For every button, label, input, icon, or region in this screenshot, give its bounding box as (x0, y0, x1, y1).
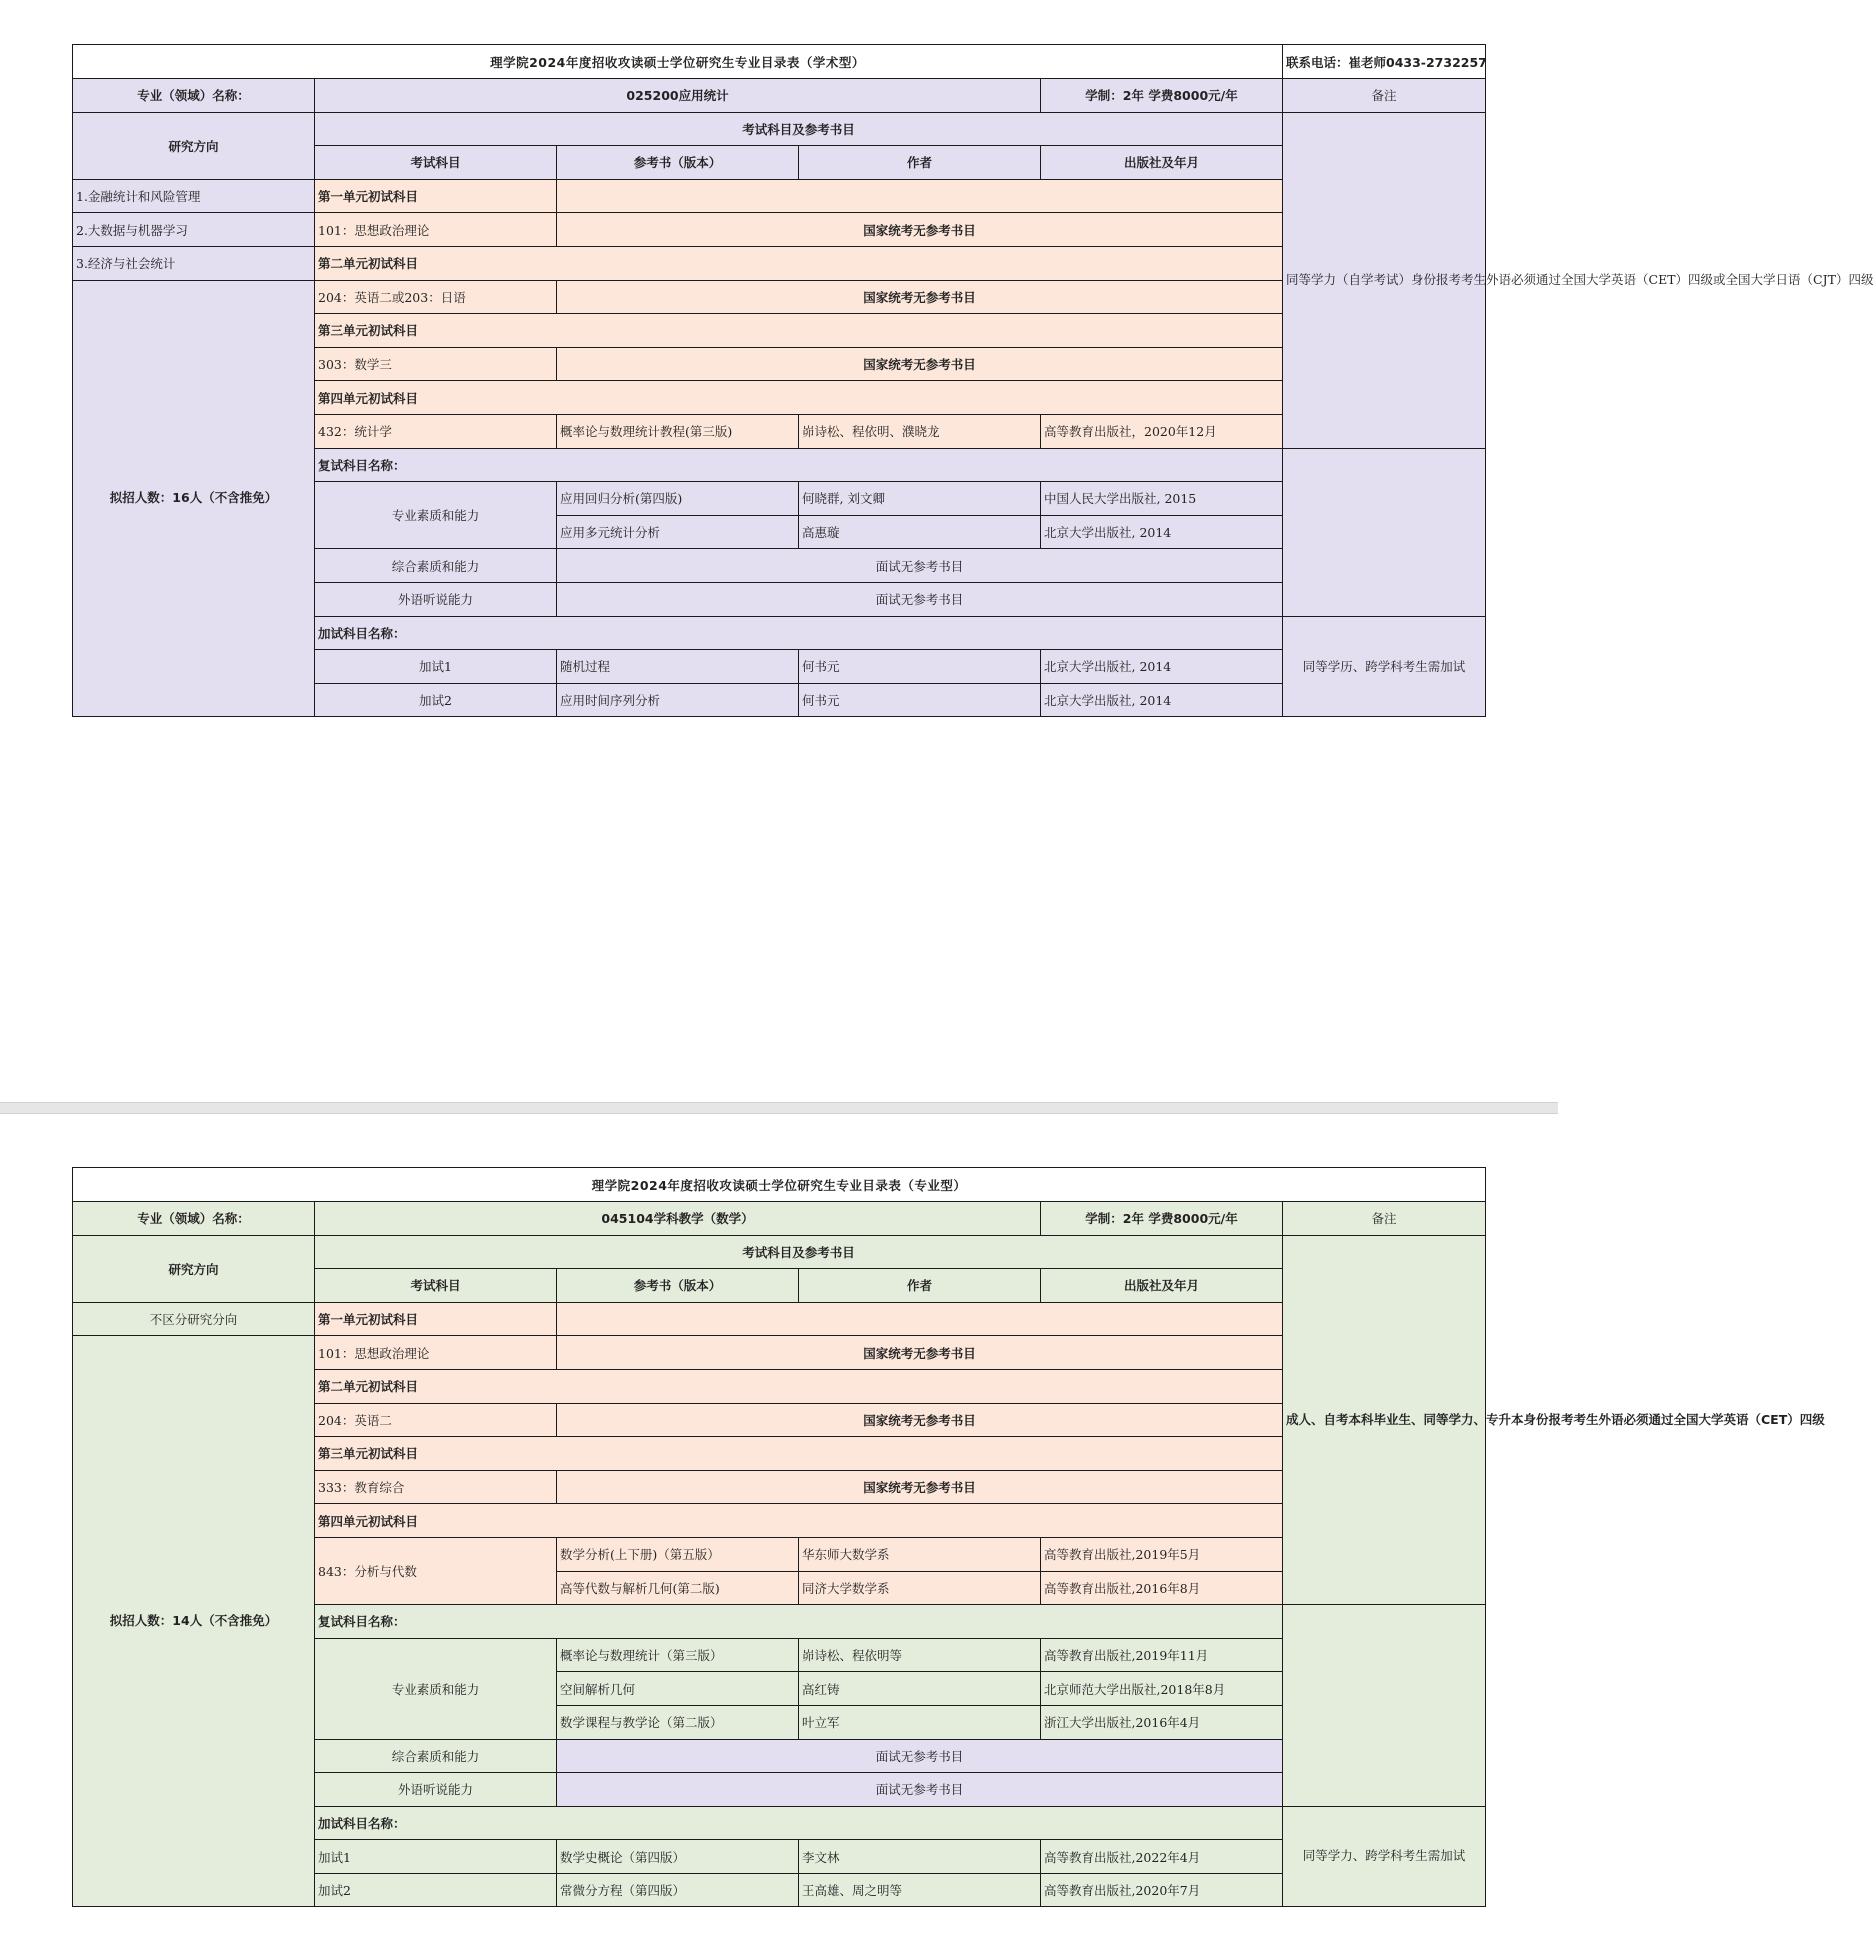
retest-publisher: 高等教育出版社,2019年11月 (1041, 1638, 1283, 1672)
unit-header: 第三单元初试科目 (315, 314, 1283, 348)
subjects-header: 考试科目及参考书目 (315, 112, 1283, 146)
extra-book: 应用时间序列分析 (557, 683, 799, 717)
page-separator (0, 1102, 1558, 1114)
retest-subject: 外语听说能力 (315, 582, 557, 616)
retest-publisher: 北京师范大学出版社,2018年8月 (1041, 1672, 1283, 1706)
retest-author: 高惠璇 (799, 515, 1041, 549)
exam-subject: 303：数学三 (315, 347, 557, 381)
retest-publisher: 中国人民大学出版社, 2015 (1041, 482, 1283, 516)
unit-header: 第三单元初试科目 (315, 1437, 1283, 1471)
unit-header: 第二单元初试科目 (315, 246, 1283, 280)
direction-item: 3.经济与社会统计 (73, 246, 315, 280)
exam-book: 国家统考无参考书目 (557, 1336, 1283, 1370)
extra-book: 常微分方程（第四版） (557, 1873, 799, 1907)
extra-author: 李文林 (799, 1840, 1041, 1874)
retest-book: 面试无参考书目 (557, 549, 1283, 583)
retest-book: 应用回归分析(第四版) (557, 482, 799, 516)
table-title: 理学院2024年度招收攻读硕士学位研究生专业目录表（学术型） (73, 45, 1283, 79)
remark-header: 备注 (1283, 1202, 1486, 1236)
exam-book: 概率论与数理统计教程(第三版) (557, 414, 799, 448)
exam-publisher: 高等教育出版社,2019年5月 (1041, 1537, 1283, 1571)
catalog-table-professional (72, 1167, 1825, 1907)
exam-book: 国家统考无参考书目 (557, 280, 1283, 314)
retest-header: 复试科目名称： (315, 448, 1283, 482)
catalog-table-academic (72, 44, 1873, 717)
exam-book: 国家统考无参考书目 (557, 347, 1283, 381)
extra-note: 同等学历、跨学科考生需加试 (1283, 616, 1486, 717)
retest-book: 空间解析几何 (557, 1672, 799, 1706)
direction-item: 2.大数据与机器学习 (73, 213, 315, 247)
extra-header: 加试科目名称： (315, 616, 1283, 650)
col-subject: 考试科目 (315, 146, 557, 180)
retest-book: 概率论与数理统计（第三版） (557, 1638, 799, 1672)
exam-book: 国家统考无参考书目 (557, 1470, 1283, 1504)
unit-header: 第四单元初试科目 (315, 381, 1283, 415)
table-title: 理学院2024年度招收攻读硕士学位研究生专业目录表（专业型） (73, 1168, 1486, 1202)
major-value: 025200应用统计 (315, 79, 1041, 113)
retest-subject: 外语听说能力 (315, 1773, 557, 1807)
exam-book: 国家统考无参考书目 (557, 213, 1283, 247)
retest-subject: 综合素质和能力 (315, 1739, 557, 1773)
retest-book: 面试无参考书目 (557, 582, 1283, 616)
major-label: 专业（领域）名称： (73, 1202, 315, 1236)
exam-subject: 101：思想政治理论 (315, 213, 557, 247)
extra-name: 加试2 (315, 1873, 557, 1907)
retest-book: 面试无参考书目 (557, 1773, 1283, 1807)
exam-publisher: 高等教育出版社,2016年8月 (1041, 1571, 1283, 1605)
extra-author: 何书元 (799, 650, 1041, 684)
unit-header: 第四单元初试科目 (315, 1504, 1283, 1538)
col-subject: 考试科目 (315, 1269, 557, 1303)
remark-note: 同等学力（自学考试）身份报考考生外语必须通过全国大学英语（CET）四级或全国大学日语（CJT）四级 (1283, 112, 1486, 448)
duration-fee: 学制：2年 学费8000元/年 (1041, 1202, 1283, 1236)
retest-author: 何晓群, 刘文卿 (799, 482, 1041, 516)
extra-note: 同等学力、跨学科考生需加试 (1283, 1806, 1486, 1907)
retest-publisher: 浙江大学出版社,2016年4月 (1041, 1705, 1283, 1739)
exam-author: 同济大学数学系 (799, 1571, 1041, 1605)
direction-header: 研究方向 (73, 112, 315, 179)
contact-phone: 联系电话：崔老师0433-2732257 (1283, 45, 1486, 79)
extra-author: 王高雄、周之明等 (799, 1873, 1041, 1907)
remark-empty (1283, 448, 1486, 616)
extra-publisher: 北京大学出版社, 2014 (1041, 650, 1283, 684)
exam-subject: 843：分析与代数 (315, 1537, 557, 1604)
enrollment-count: 拟招人数：16人（不含推免） (73, 280, 315, 717)
retest-header: 复试科目名称： (315, 1605, 1283, 1639)
unit-header: 第二单元初试科目 (315, 1369, 1283, 1403)
extra-author: 何书元 (799, 683, 1041, 717)
empty-cell (557, 1302, 1283, 1336)
extra-publisher: 高等教育出版社,2022年4月 (1041, 1840, 1283, 1874)
exam-book: 高等代数与解析几何(第二版) (557, 1571, 799, 1605)
retest-book: 面试无参考书目 (557, 1739, 1283, 1773)
empty-cell (557, 179, 1283, 213)
retest-subject: 综合素质和能力 (315, 549, 557, 583)
extra-name: 加试2 (315, 683, 557, 717)
remark-empty (1283, 1605, 1486, 1807)
retest-author: 叶立军 (799, 1705, 1041, 1739)
exam-author: 峁诗松、程依明、濮晓龙 (799, 414, 1041, 448)
exam-subject: 432：统计学 (315, 414, 557, 448)
remark-header: 备注 (1283, 79, 1486, 113)
retest-book: 应用多元统计分析 (557, 515, 799, 549)
retest-author: 高红铸 (799, 1672, 1041, 1706)
extra-header: 加试科目名称： (315, 1806, 1283, 1840)
col-publisher: 出版社及年月 (1041, 146, 1283, 180)
exam-book: 国家统考无参考书目 (557, 1403, 1283, 1437)
col-book: 参考书（版本） (557, 1269, 799, 1303)
major-value: 045104学科教学（数学） (315, 1202, 1041, 1236)
retest-author: 峁诗松、程依明等 (799, 1638, 1041, 1672)
direction-header: 研究方向 (73, 1235, 315, 1302)
col-author: 作者 (799, 1269, 1041, 1303)
extra-book: 数学史概论（第四版） (557, 1840, 799, 1874)
enrollment-count: 拟招人数：14人（不含推免） (73, 1336, 315, 1907)
remark-note: 成人、自考本科毕业生、同等学力、专升本身份报考考生外语必须通过全国大学英语（CET）四级 (1283, 1235, 1486, 1605)
exam-subject: 333：教育综合 (315, 1470, 557, 1504)
exam-subject: 101：思想政治理论 (315, 1336, 557, 1370)
retest-subject: 专业素质和能力 (315, 1638, 557, 1739)
retest-subject: 专业素质和能力 (315, 482, 557, 549)
extra-name: 加试1 (315, 650, 557, 684)
retest-publisher: 北京大学出版社, 2014 (1041, 515, 1283, 549)
exam-book: 数学分析(上下册)（第五版） (557, 1537, 799, 1571)
direction-item: 1.金融统计和风险管理 (73, 179, 315, 213)
col-publisher: 出版社及年月 (1041, 1269, 1283, 1303)
extra-publisher: 北京大学出版社, 2014 (1041, 683, 1283, 717)
exam-publisher: 高等教育出版社，2020年12月 (1041, 414, 1283, 448)
extra-publisher: 高等教育出版社,2020年7月 (1041, 1873, 1283, 1907)
col-author: 作者 (799, 146, 1041, 180)
subjects-header: 考试科目及参考书目 (315, 1235, 1283, 1269)
unit-header: 第一单元初试科目 (315, 179, 557, 213)
col-book: 参考书（版本） (557, 146, 799, 180)
exam-author: 华东师大数学系 (799, 1537, 1041, 1571)
unit-header: 第一单元初试科目 (315, 1302, 557, 1336)
extra-name: 加试1 (315, 1840, 557, 1874)
extra-book: 随机过程 (557, 650, 799, 684)
exam-subject: 204：英语二 (315, 1403, 557, 1437)
major-label: 专业（领域）名称： (73, 79, 315, 113)
exam-subject: 204：英语二或203：日语 (315, 280, 557, 314)
duration-fee: 学制：2年 学费8000元/年 (1041, 79, 1283, 113)
retest-book: 数学课程与教学论（第二版） (557, 1705, 799, 1739)
direction-item: 不区分研究分向 (73, 1302, 315, 1336)
